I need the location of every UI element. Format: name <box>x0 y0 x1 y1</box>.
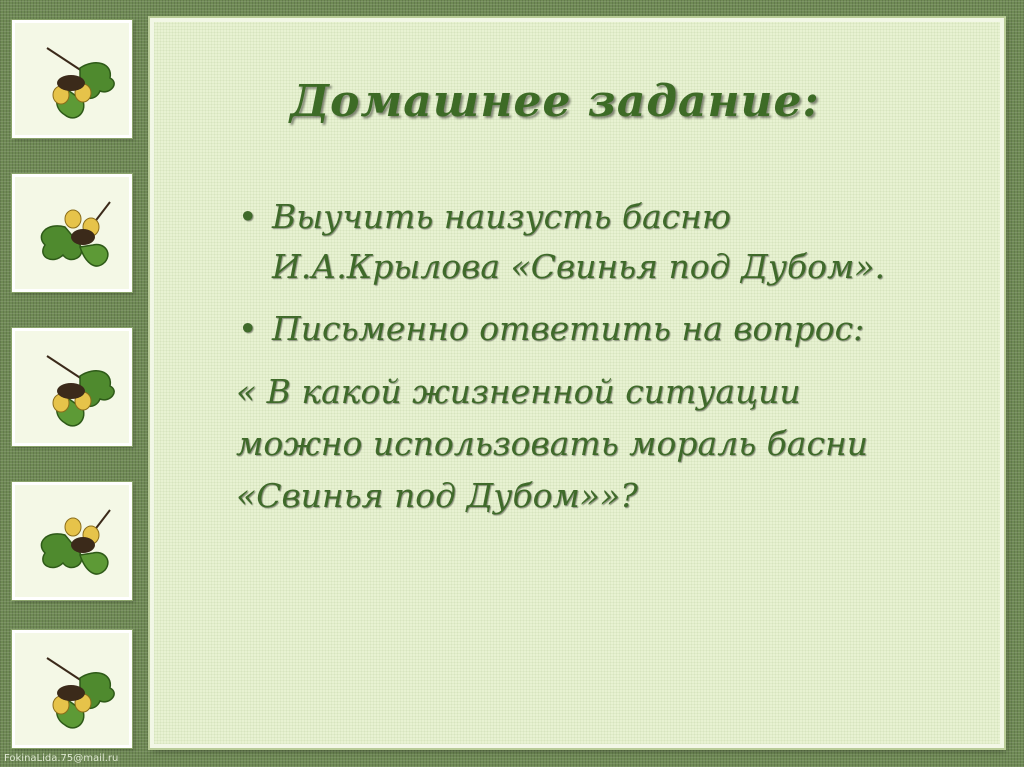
oak-leaf-acorn-icon <box>25 187 120 282</box>
slide-content <box>236 192 936 522</box>
bullet-item-1 <box>236 192 936 292</box>
slide-title: Домашнее задание: <box>290 76 820 127</box>
bullet-marker: • <box>238 309 258 348</box>
decor-tile-2 <box>12 174 132 292</box>
question-text: « В какой жизненной ситуации можно использовать мораль басни «Свинья под Дубом»»? <box>236 372 868 515</box>
decor-tile-5 <box>12 630 132 748</box>
bullet-text: Письменно ответить на вопрос: <box>272 309 865 348</box>
bullet-item-2 <box>236 304 936 354</box>
slide-panel <box>150 18 1004 748</box>
oak-leaf-acorn-icon <box>25 643 120 738</box>
decor-tile-1 <box>12 20 132 138</box>
oak-leaf-acorn-icon <box>25 341 120 436</box>
oak-leaf-acorn-icon <box>25 33 120 128</box>
bullet-marker: • <box>238 197 258 236</box>
bullet-text: Выучить наизусть басню И.А.Крылова «Свинья под Дубом». <box>272 197 886 286</box>
author-credit: FokinaLida.75@mail.ru <box>4 753 119 764</box>
decor-tile-4 <box>12 482 132 600</box>
decor-tile-3 <box>12 328 132 446</box>
oak-leaf-acorn-icon <box>25 495 120 590</box>
